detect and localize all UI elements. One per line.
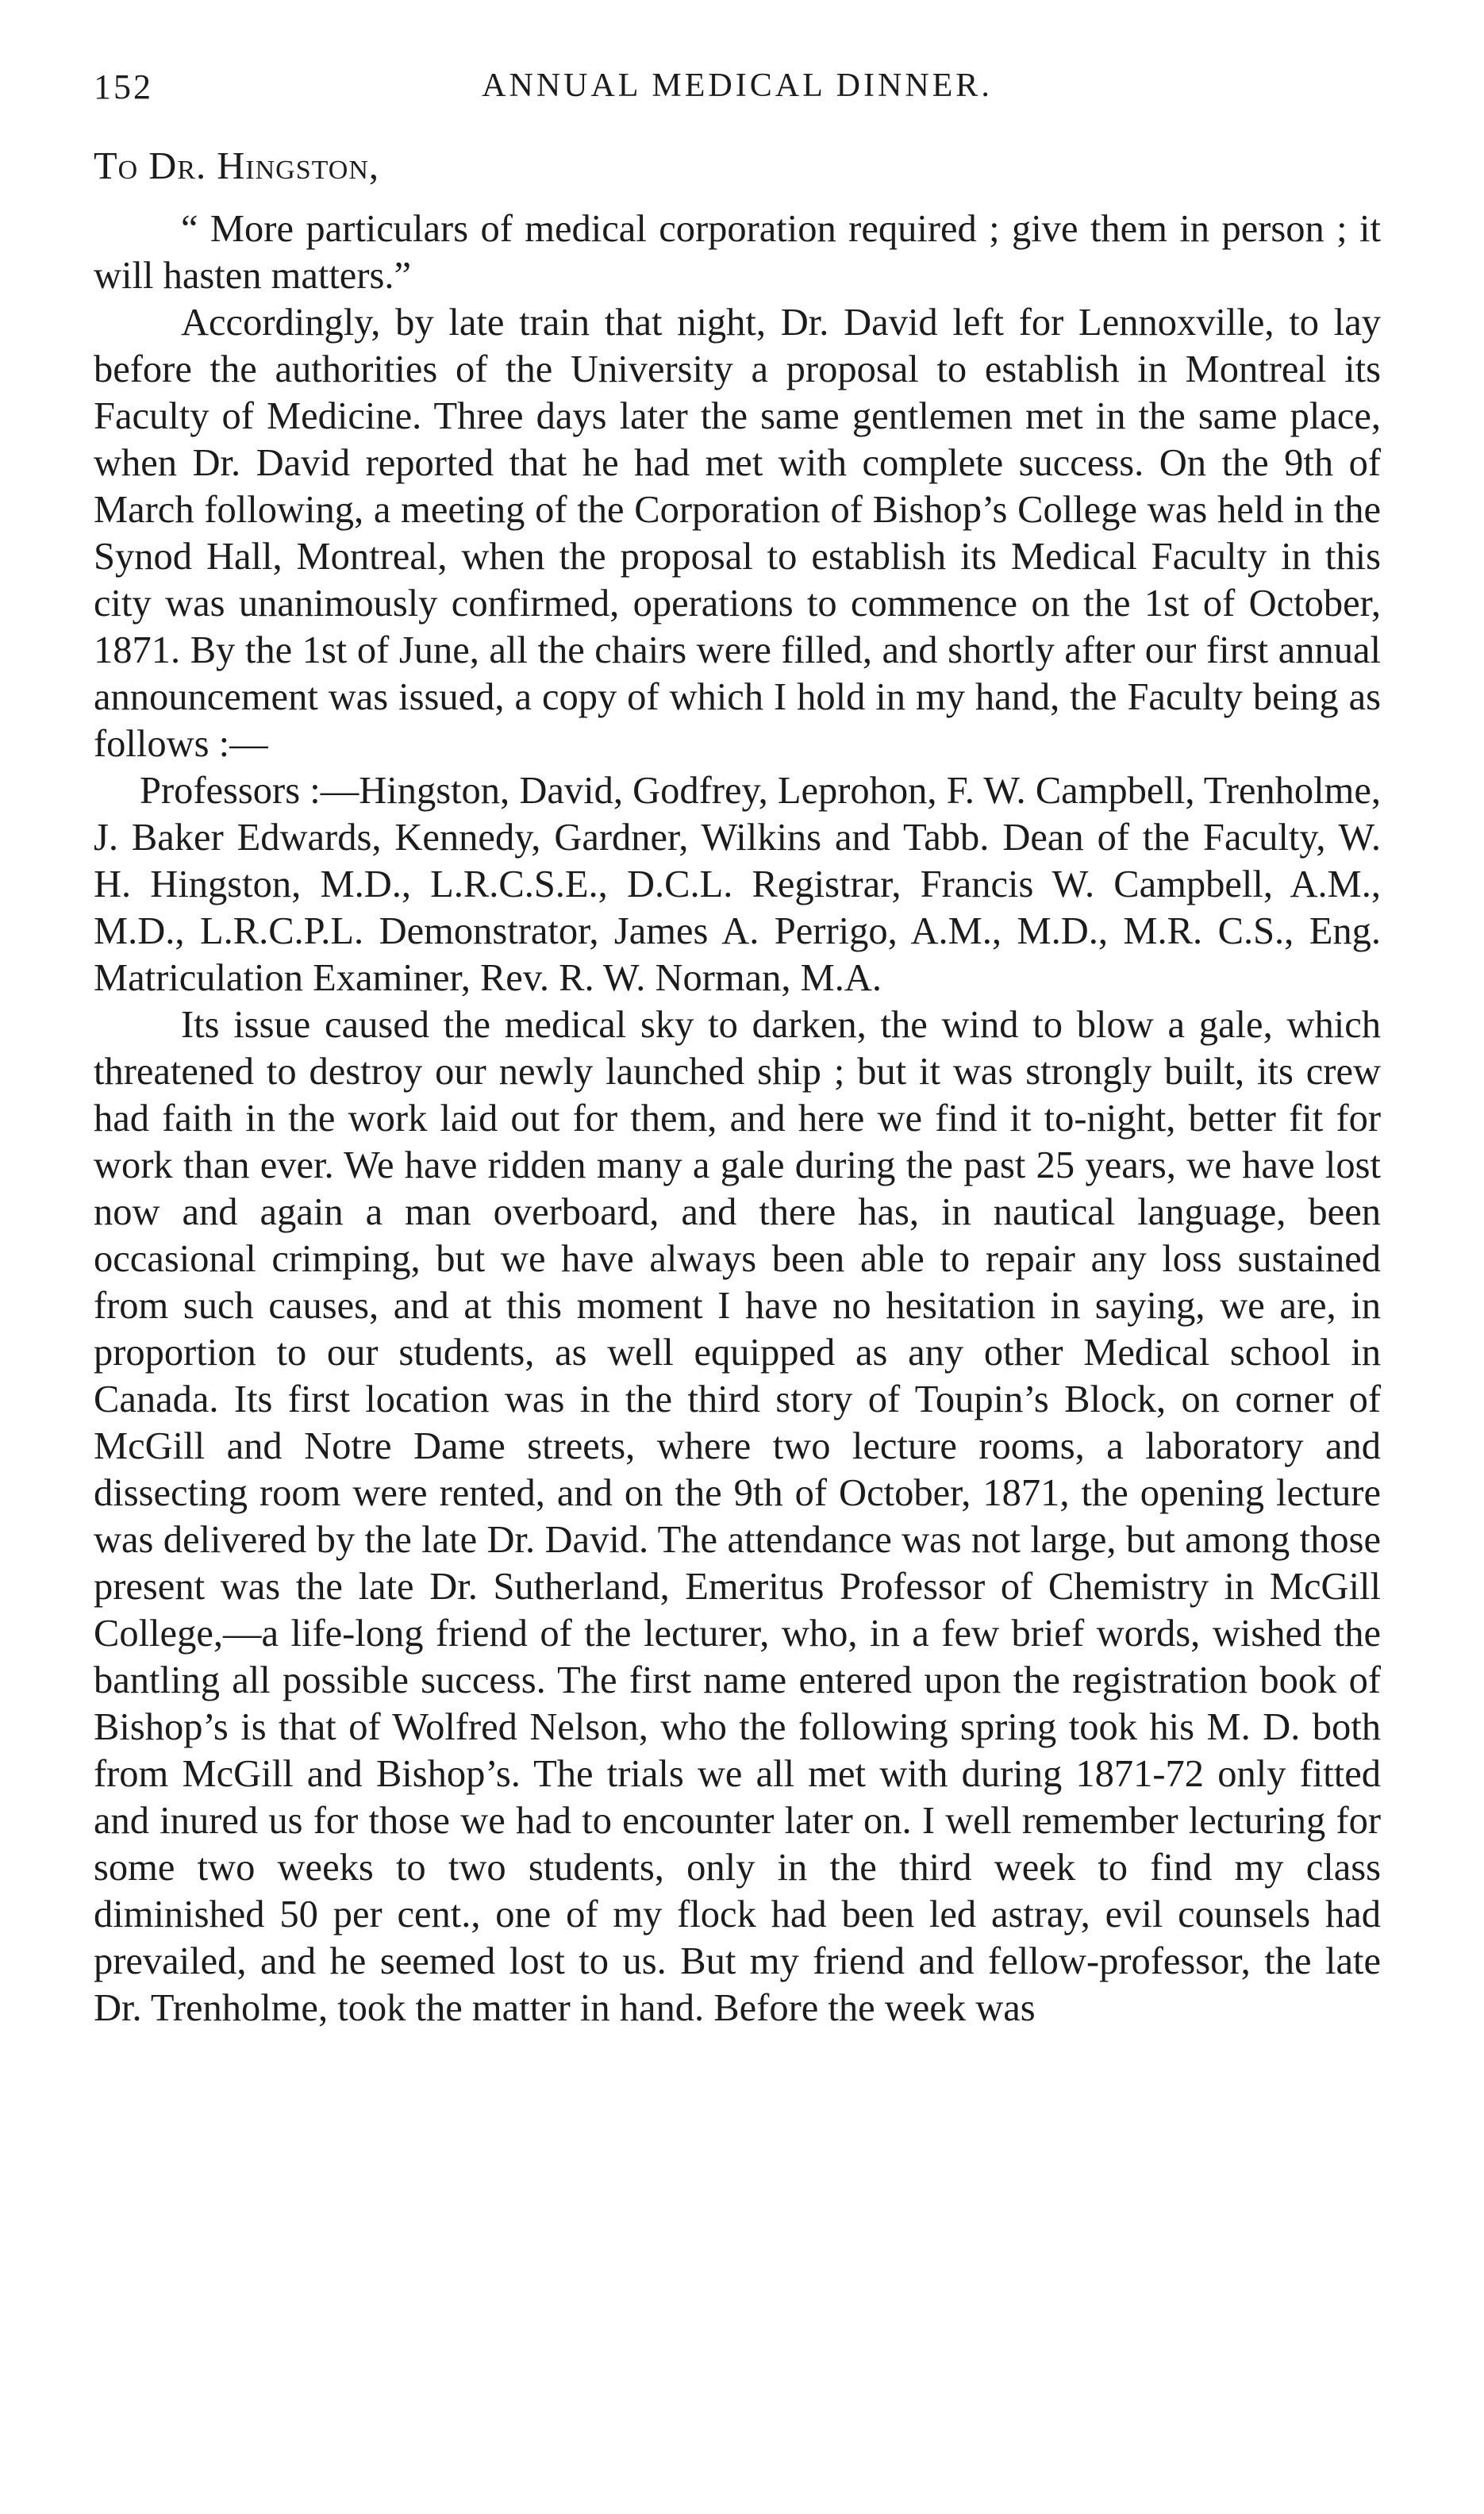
running-head: [94, 49, 1381, 113]
body-text: [94, 143, 1381, 2032]
paragraph-its-issue: Its issue caused the medical sky to darken, the wind to blow a gale, which threatened to destroy our newly launched ship ; but it was strongly built, its crew had faith in the work laid out for them, and here we find it to-night, better fit for work than ever. We have ridden many a gale during the past 25 years, we have lost now and again a man overboard, and there has, in nautical language, been occasional crimping, but we have always been able to repair any loss sustained from such causes, and at this moment I have no hesitation in saying, we are, in proportion to our students, as well equipped as any other Medical school in Canada. Its first location was in the third story of Toupin’s Block, on corner of McGill and Notre Dame streets, where two lecture rooms, a laboratory and dissecting room were rented, and on the 9th of October, 1871, the opening lecture was delivered by the late Dr. David. The attendance was not large, but among those present was the late Dr. Sutherland, Emeritus Professor of Chemistry in McGill College,—a life-long friend of the lecturer, who, in a few brief words, wished the bantling all possible success. The first name entered upon the registration book of Bishop’s is that of Wolfred Nelson, who the following spring took his M. D. both from McGill and Bishop’s. The trials we all met with during 1871-72 only fitted and inured us for those we had to encounter later on. I well remember lecturing for some two weeks to two students, only in the third week to find my class diminished 50 per cent., one of my flock had been led astray, evil counsels had prevailed, and he seemed lost to us. But my friend and fellow-professor, the late Dr. Trenholme, took the matter in hand. Before the week was: [94, 1004, 1381, 2029]
telegram-quote: “ More particulars of medical corporation required ; give them in person ; it will hasten matters.”: [94, 208, 1381, 297]
page-number: 152: [94, 67, 153, 106]
paragraph-professors: Professors :—Hingston, David, Godfrey, Leprohon, F. W. Campbell, Trenholme, J. Baker Edwards, Kennedy, Gardner, Wilkins and Tabb. Dean of the Faculty, W. H. Hingston, M.D., L.R.C.S.E., D.C.L. Registrar, Francis W. Campbell, A.M., M.D., L.R.C.P.L. Demonstrator, James A. Perrigo, A.M., M.D., M.R. C.S., Eng. Matriculation Examiner, Rev. R. W. Norman, M.A.: [94, 770, 1381, 999]
book-page: [94, 49, 1381, 2462]
salutation: To Dr. Hingston,: [94, 145, 380, 187]
paragraph-accordingly: Accordingly, by late train that night, Dr. David left for Lennoxville, to lay before the authorities of the University a proposal to establish in Montreal its Faculty of Medicine. Three days later the same gentlemen met in the same place, when Dr. David reported that he had met with complete success. On the 9th of March following, a meeting of the Corporation of Bishop’s College was held in the Synod Hall, Montreal, when the proposal to establish its Medical Faculty in this city was unanimously confirmed, operations to commence on the 1st of October, 1871. By the 1st of June, all the chairs were filled, and shortly after our first annual announcement was issued, a copy of which I hold in my hand, the Faculty being as follows :—: [94, 302, 1381, 765]
running-title: ANNUAL MEDICAL DINNER.: [482, 67, 993, 104]
